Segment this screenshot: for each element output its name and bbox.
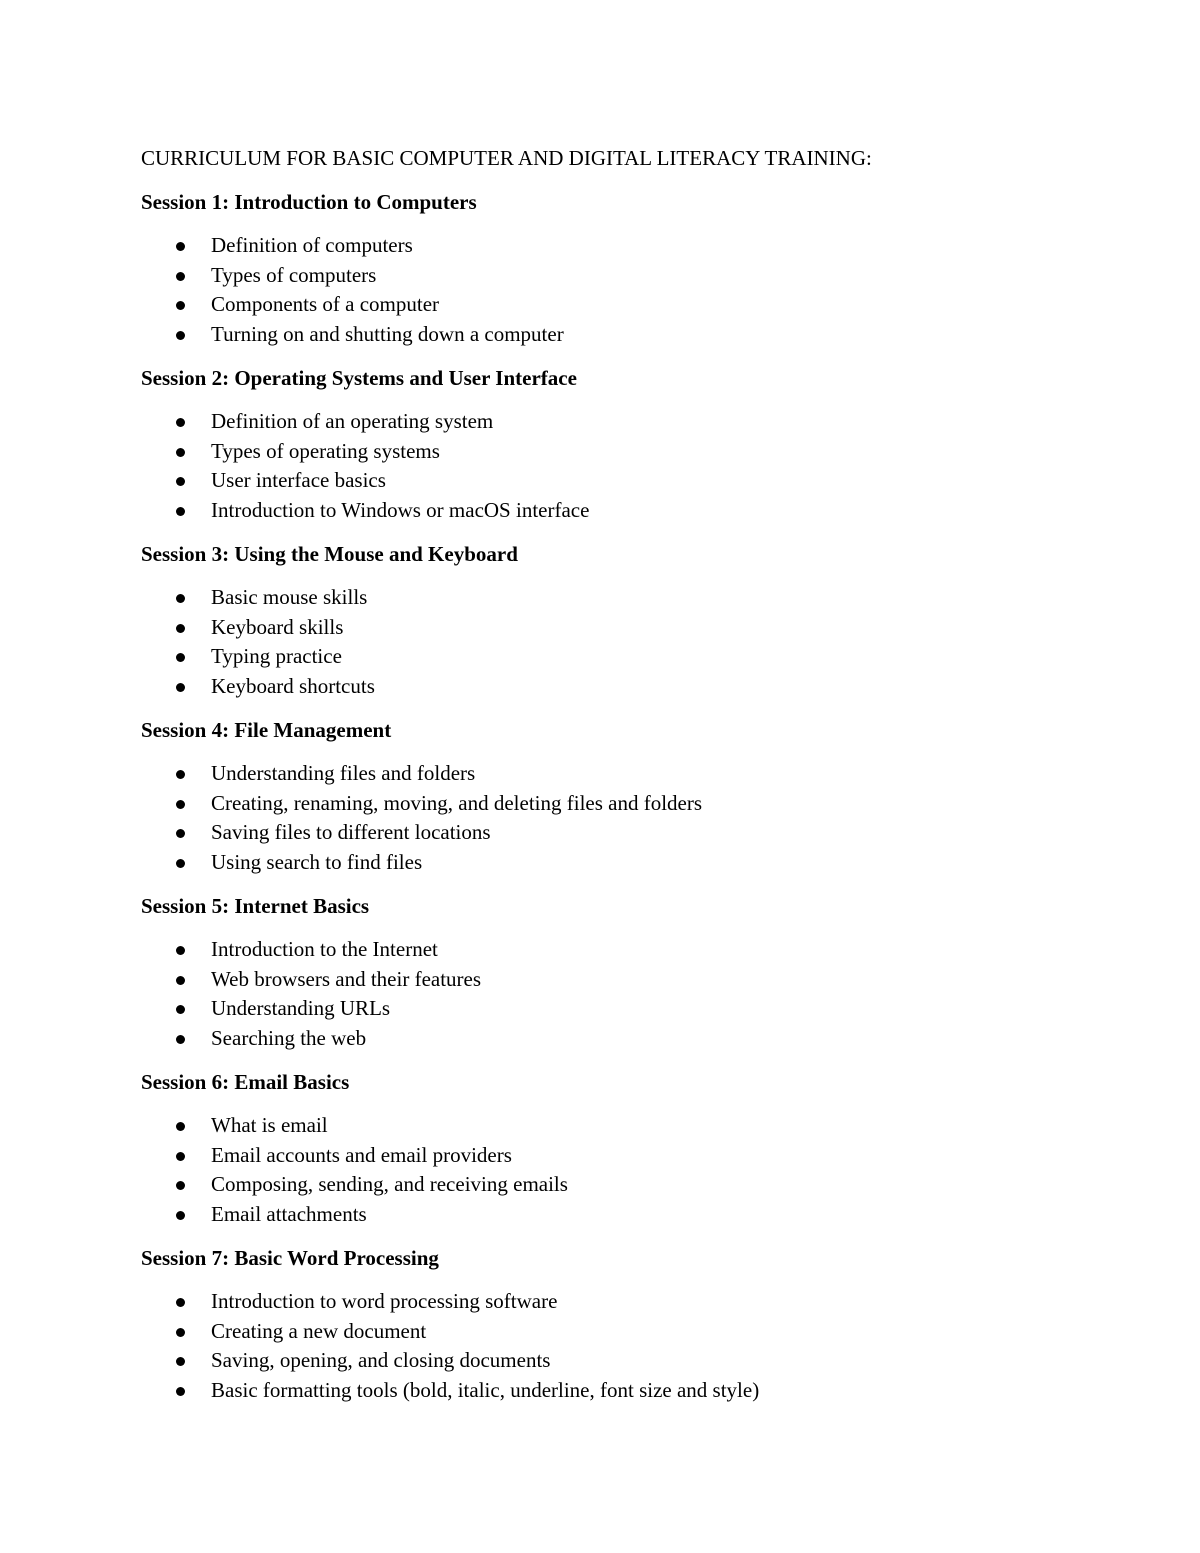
list-item [141,1141,1101,1171]
bullet-icon [176,1152,185,1161]
list-item [141,583,1101,613]
list-item-text: Creating, renaming, moving, and deleting files and folders [211,790,703,815]
list-item-text: Searching the web [211,1025,367,1050]
list-item-text: Using search to find files [211,849,423,874]
list-item-text: Saving, opening, and closing documents [211,1348,551,1372]
sessions-container [141,187,1101,1405]
bullet-icon [176,624,185,633]
list-item [141,496,1101,526]
bullet-icon [176,829,185,838]
bullet-icon [176,1387,185,1396]
session-heading: Session 4: File Management [141,718,392,742]
bullet-icon [176,477,185,486]
list-item-text: Web browsers and their features [211,966,482,991]
session-topic-list [141,231,1101,349]
session-topic-list [141,935,1101,1053]
list-item-text: Types of computers [211,262,377,287]
bullet-icon [176,1211,185,1220]
list-item-text: User interface basics [211,468,386,492]
list-item-text: Keyboard skills [211,614,344,639]
list-item [141,672,1101,702]
list-item-text: Turning on and shutting down a computer [211,321,564,346]
bullet-icon [176,1357,185,1366]
list-item [141,642,1101,672]
bullet-icon [176,507,185,516]
bullet-icon [176,859,185,868]
list-item-text: Definition of an operating system [211,409,494,433]
list-item [141,935,1101,965]
list-item-text: Understanding URLs [211,996,391,1020]
list-item [141,437,1101,467]
session-heading: Session 5: Internet Basics [141,894,370,918]
list-item-text: Components of a computer [211,292,440,316]
list-item [141,818,1101,848]
list-item [141,261,1101,291]
list-item [141,789,1101,819]
list-item [141,1346,1101,1376]
list-item-text: Introduction to the Internet [211,937,438,961]
session-heading: Session 7: Basic Word Processing [141,1246,439,1270]
bullet-icon [176,594,185,603]
list-item [141,231,1101,261]
list-item [141,1287,1101,1317]
bullet-icon [176,946,185,955]
document-page [141,143,1101,1419]
session-7 [141,1243,1101,1405]
session-2 [141,363,1101,525]
session-heading: Session 2: Operating Systems and User Interface [141,366,577,390]
list-item [141,1200,1101,1230]
bullet-icon [176,418,185,427]
bullet-icon [176,800,185,809]
document-title: CURRICULUM FOR BASIC COMPUTER AND DIGITAL LITERACY TRAINING: [141,146,872,170]
bullet-icon [176,1005,185,1014]
list-item-text: What is email [211,1113,328,1137]
bullet-icon [176,1298,185,1307]
bullet-icon [176,301,185,310]
list-item [141,407,1101,437]
list-item-text: Creating a new document [211,1318,427,1343]
session-topic-list [141,407,1101,525]
list-item-text: Types of operating systems [211,438,440,463]
session-topic-list [141,583,1101,701]
session-topic-list [141,1287,1101,1405]
list-item [141,320,1101,350]
list-item [141,1376,1101,1406]
session-6 [141,1067,1101,1229]
list-item [141,1317,1101,1347]
list-item [141,965,1101,995]
list-item [141,759,1101,789]
list-item-text: Introduction to word processing software [211,1289,558,1313]
bullet-icon [176,1181,185,1190]
list-item [141,466,1101,496]
bullet-icon [176,331,185,340]
bullet-icon [176,1328,185,1337]
list-item-text: Composing, sending, and receiving emails [211,1172,568,1196]
bullet-icon [176,448,185,457]
list-item-text: Keyboard shortcuts [211,673,375,698]
session-5 [141,891,1101,1053]
session-4 [141,715,1101,877]
session-heading: Session 6: Email Basics [141,1070,350,1094]
bullet-icon [176,976,185,985]
bullet-icon [176,1122,185,1131]
list-item [141,1170,1101,1200]
list-item-text: Basic mouse skills [211,585,368,609]
list-item [141,613,1101,643]
list-item-text: Saving files to different locations [211,820,491,844]
session-3 [141,539,1101,701]
list-item [141,1024,1101,1054]
bullet-icon [176,653,185,662]
list-item-text: Basic formatting tools (bold, italic, underline, font size and style) [211,1377,760,1402]
session-heading: Session 1: Introduction to Computers [141,190,477,214]
bullet-icon [176,272,185,281]
list-item-text: Understanding files and folders [211,761,476,785]
bullet-icon [176,242,185,251]
list-item [141,1111,1101,1141]
bullet-icon [176,1035,185,1044]
list-item-text: Definition of computers [211,233,413,257]
list-item-text: Email attachments [211,1201,367,1226]
session-heading: Session 3: Using the Mouse and Keyboard [141,542,518,566]
list-item-text: Typing practice [211,644,342,668]
list-item [141,848,1101,878]
list-item [141,994,1101,1024]
list-item [141,290,1101,320]
session-topic-list [141,759,1101,877]
bullet-icon [176,770,185,779]
list-item-text: Email accounts and email providers [211,1142,512,1167]
session-1 [141,187,1101,349]
bullet-icon [176,683,185,692]
session-topic-list [141,1111,1101,1229]
list-item-text: Introduction to Windows or macOS interface [211,497,590,522]
